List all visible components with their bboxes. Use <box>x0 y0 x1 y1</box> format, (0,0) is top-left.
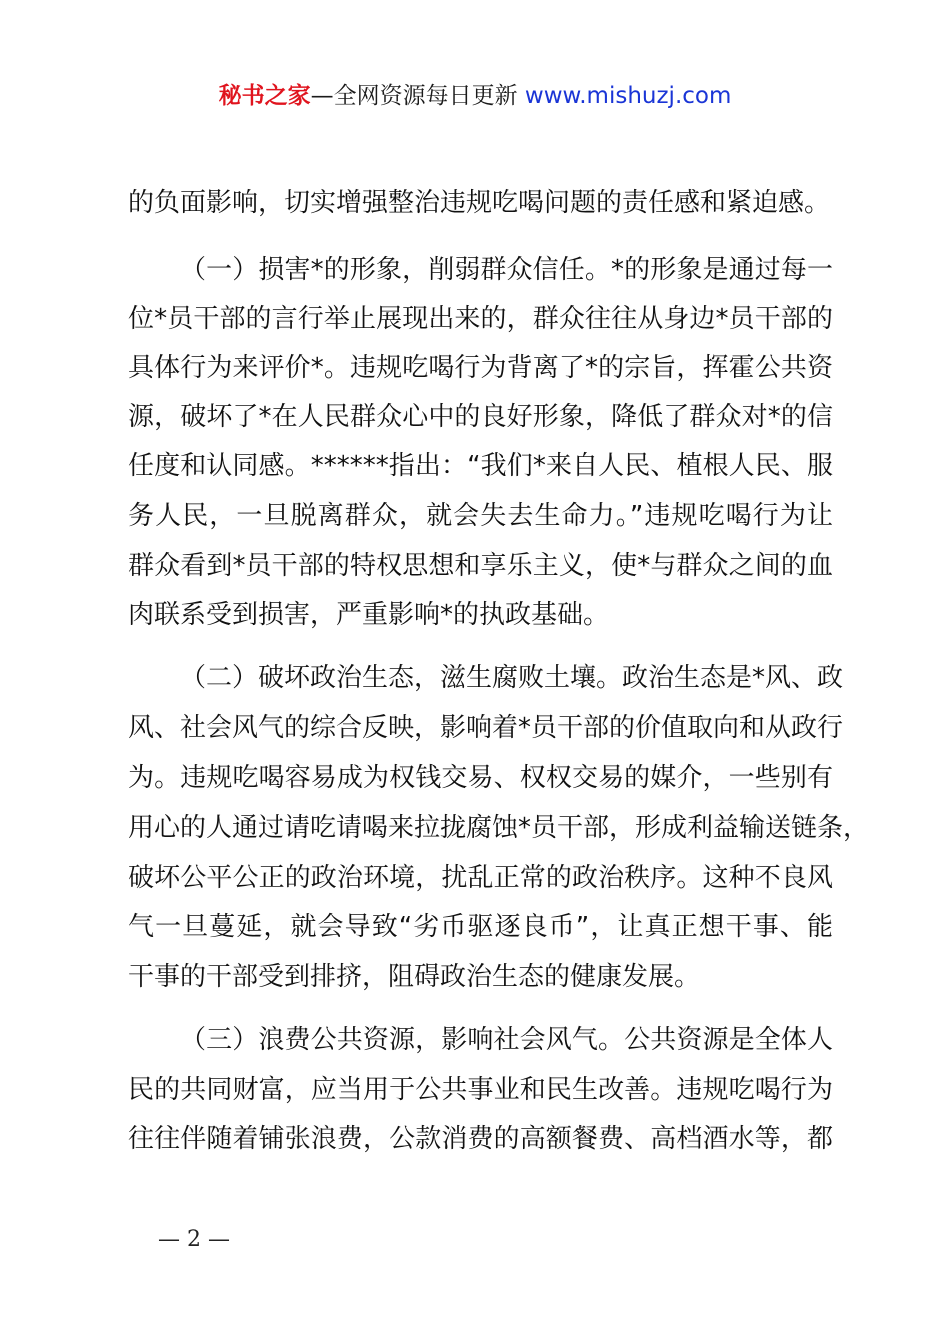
paragraph-line: 用心的人通过请吃请喝来拉拢腐蚀*员干部，形成利益输送链条， <box>128 813 870 843</box>
paragraph-line: 破坏公平公正的政治环境，扰乱正常的政治秩序。这种不良风 <box>128 863 833 893</box>
paragraph-line: 气一旦蔓延，就会导致“劣币驱逐良币”，让真正想干事、能 <box>128 912 833 942</box>
paragraph-line: 的负面影响，切实增强整治违规吃喝问题的责任感和紧迫感。 <box>128 188 831 218</box>
paragraph-line: 源，破坏了*在人民群众心中的良好形象，降低了群众对*的信 <box>128 402 833 432</box>
paragraph-line: 具体行为来评价*。违规吃喝行为背离了*的宗旨，挥霍公共资 <box>128 353 833 383</box>
paragraph-line: 干事的干部受到排挤，阻碍政治生态的健康发展。 <box>128 962 701 992</box>
paragraph-line: 风、社会风气的综合反映，影响着*员干部的价值取向和从政行 <box>128 713 844 743</box>
paragraph-line: 群众看到*员干部的特权思想和享乐主义，使*与群众之间的血 <box>128 551 833 581</box>
paragraph-line: （三）浪费公共资源，影响社会风气。公共资源是全体人 <box>180 1025 833 1055</box>
site-url-link[interactable]: www.mishuzj.com <box>524 83 732 109</box>
paragraph-line: 往往伴随着铺张浪费，公款消费的高额餐费、高档酒水等，都 <box>128 1124 833 1154</box>
paragraph-line: （一）损害*的形象，削弱群众信任。*的形象是通过每一 <box>180 255 833 285</box>
page-number: — 2 — <box>158 1227 230 1252</box>
paragraph-line: 为。违规吃喝容易成为权钱交易、权权交易的媒介，一些别有 <box>128 763 833 793</box>
paragraph-line: 任度和认同感。******指出：“我们*来自人民、植根人民、服 <box>128 451 833 481</box>
paragraph-line: 肉联系受到损害，严重影响*的执政基础。 <box>128 600 610 630</box>
paragraph-line: （二）破坏政治生态，滋生腐败土壤。政治生态是*风、政 <box>180 663 844 693</box>
paragraph-line: 务人民，一旦脱离群众，就会失去生命力。”违规吃喝行为让 <box>128 501 833 531</box>
paragraph-line: 位*员干部的言行举止展现出来的，群众往往从身边*员干部的 <box>128 304 833 334</box>
header-slogan: —全网资源每日更新 <box>310 83 525 109</box>
brand-name: 秘书之家 <box>218 83 311 109</box>
paragraph-line: 民的共同财富，应当用于公共事业和民生改善。违规吃喝行为 <box>128 1075 833 1105</box>
